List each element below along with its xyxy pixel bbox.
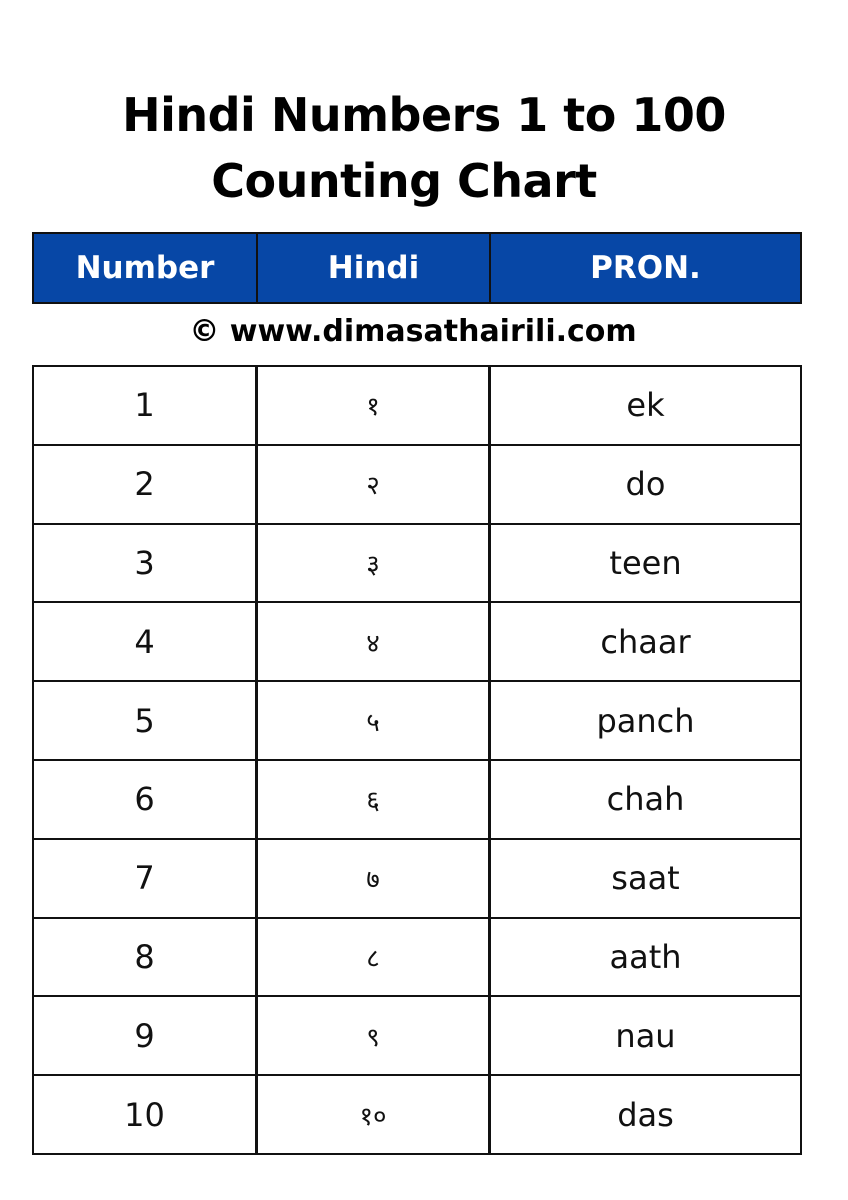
table-row [34, 840, 800, 919]
pronunciation-cell: chaar [600, 622, 691, 661]
number-cell: 4 [34, 603, 258, 680]
number-cell: 8 [34, 919, 258, 996]
table-row [34, 682, 800, 761]
table-row [34, 1076, 800, 1153]
table-row [34, 761, 800, 840]
copyright-notice: © www.dimasathairili.com [189, 314, 637, 349]
pronunciation-cell: teen [609, 543, 682, 582]
number-cell: 10 [34, 1076, 258, 1153]
pronunciation-cell: nau [615, 1016, 676, 1055]
hindi-numeral-cell: ६ [258, 761, 491, 838]
pronunciation-cell: das [617, 1095, 674, 1134]
hindi-numeral-cell: ८ [258, 919, 491, 996]
pronunciation-cell: ek [626, 386, 665, 425]
table-row [34, 446, 800, 525]
hindi-numeral-cell: ३ [258, 525, 491, 602]
page-title [0, 82, 848, 214]
table-row [34, 367, 800, 446]
hindi-numeral-cell: १ [258, 367, 491, 444]
title-line-1: Hindi Numbers 1 to 100 [122, 88, 726, 142]
table-row [34, 919, 800, 998]
number-cell: 1 [34, 367, 258, 444]
header-hindi: Hindi [258, 234, 491, 302]
pronunciation-cell: chah [606, 780, 685, 819]
pronunciation-cell: do [625, 465, 666, 504]
header-number: Number [34, 234, 258, 302]
table-row [34, 603, 800, 682]
table-header [32, 232, 802, 304]
hindi-numeral-cell: ७ [258, 840, 491, 917]
table-row [34, 997, 800, 1076]
hindi-numeral-cell: १० [258, 1076, 491, 1153]
hindi-numeral-cell: ९ [258, 997, 491, 1074]
table-row [34, 525, 800, 604]
counting-table [32, 365, 802, 1155]
pronunciation-cell: aath [609, 937, 682, 976]
number-cell: 9 [34, 997, 258, 1074]
pronunciation-cell: saat [611, 859, 680, 898]
hindi-numeral-cell: ५ [258, 682, 491, 759]
number-cell: 5 [34, 682, 258, 759]
header-pronunciation: PRON. [590, 250, 701, 286]
number-cell: 3 [34, 525, 258, 602]
hindi-numeral-cell: ४ [258, 603, 491, 680]
title-line-2: Counting Chart [211, 154, 597, 208]
pronunciation-cell: panch [596, 701, 695, 740]
hindi-numeral-cell: २ [258, 446, 491, 523]
number-cell: 7 [34, 840, 258, 917]
number-cell: 6 [34, 761, 258, 838]
number-cell: 2 [34, 446, 258, 523]
